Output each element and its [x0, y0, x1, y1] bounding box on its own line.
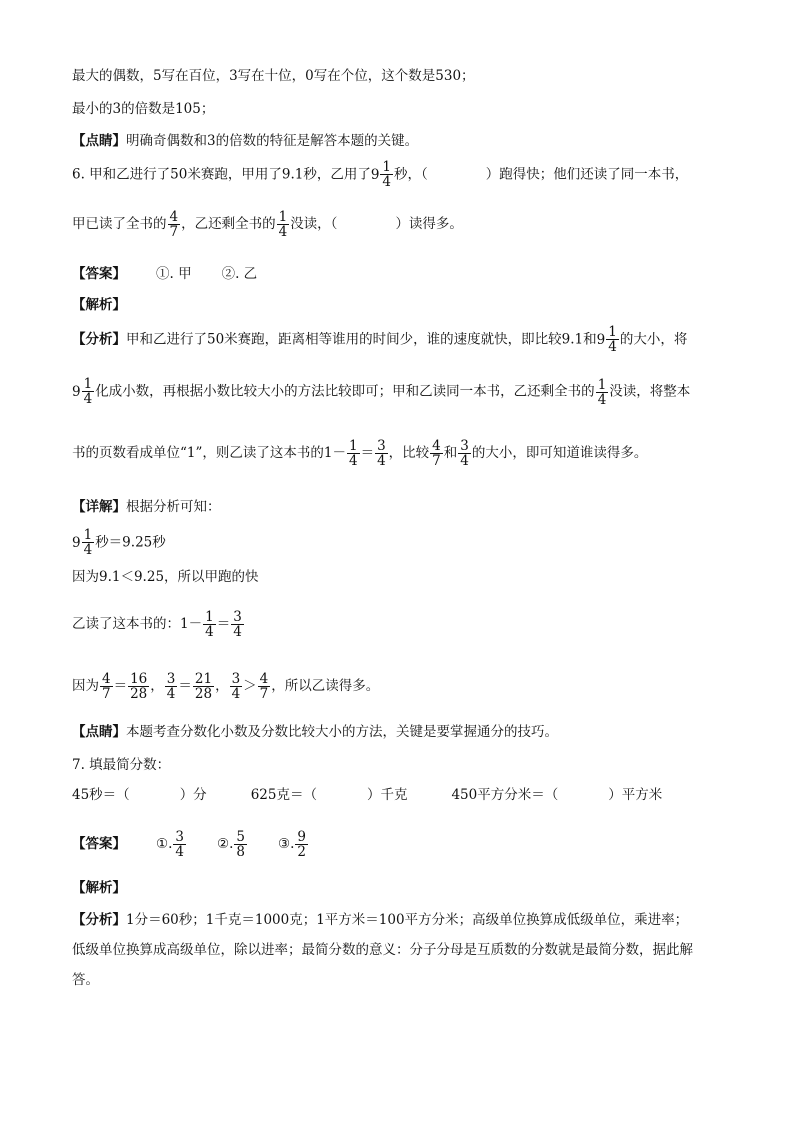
text: 化成小数，再根据小数比较大小的方法比较即可；甲和乙读同一本书，乙还剩全书的: [95, 383, 595, 400]
jiexi-line: [72, 878, 734, 898]
denominator: 7: [169, 224, 179, 241]
analysis-line1: [72, 325, 734, 354]
fraction: [258, 672, 271, 701]
question-7-items: [72, 785, 734, 805]
section-tag: 【解析】: [72, 880, 126, 896]
fraction: [203, 610, 216, 639]
section-tag: 【解析】: [72, 297, 126, 313]
text: 6. 甲和乙进行了50米赛跑，甲用了9.1秒，乙用了: [72, 166, 371, 183]
text: ，乙还剩全书的: [181, 216, 276, 233]
text: 的大小，即可知道谁读得多。: [471, 445, 648, 462]
analysis-7-line2: [72, 940, 734, 960]
fraction: [277, 210, 290, 239]
text: 最大的偶数，5写在百位，3写在十位，0写在个位，这个数是530；: [72, 68, 475, 84]
dianjing-line: [72, 722, 734, 742]
fraction: [100, 672, 113, 701]
denominator: 28: [194, 686, 213, 703]
denominator: 4: [83, 391, 93, 408]
denominator: 4: [608, 339, 617, 356]
text: ，所以乙读得多。: [271, 678, 380, 695]
answer-item: ①. 甲: [156, 266, 192, 282]
numerator: 21: [194, 671, 213, 687]
fraction: [596, 378, 609, 407]
text: 乙读了这本书的：1－: [72, 616, 203, 633]
text: 甲和乙进行了50米赛跑，距离相等谁用的时间少，谁的速度就快，即比较9.1和: [126, 331, 597, 348]
mixed-fraction: [597, 325, 620, 354]
text: 没读，将整本: [609, 383, 691, 400]
whole: 9: [72, 534, 81, 551]
numerator: 3: [460, 438, 469, 454]
numerator: 4: [432, 438, 441, 454]
section-tag: 【分析】: [72, 331, 126, 348]
numerator: 4: [169, 209, 179, 225]
text: 45秒＝（: [72, 787, 130, 803]
text: 因为9.1＜9.25，所以甲跑的快: [72, 569, 259, 585]
text: 明确奇偶数和3的倍数的特征是解答本题的关键。: [126, 133, 419, 149]
denominator: 4: [348, 453, 358, 470]
text: 没读，（: [290, 216, 338, 233]
text: 根据分析可知：: [126, 499, 221, 515]
numerator: 16: [130, 671, 148, 687]
section-tag: 【详解】: [72, 499, 126, 515]
text: ，: [150, 678, 164, 695]
analysis-line2: [72, 377, 734, 407]
numerator: 1: [205, 609, 214, 625]
text: 和: [443, 445, 458, 462]
mixed-fraction: [371, 160, 394, 189]
text: ）跑得快；他们还读了同一本书，: [485, 166, 689, 183]
text: ，: [215, 678, 229, 695]
dianjing-line: [72, 131, 734, 151]
denominator: 4: [175, 844, 184, 861]
denominator: 4: [205, 624, 214, 641]
text: ）分: [179, 787, 207, 803]
text: ）读得多。: [395, 216, 463, 233]
answer-item: ②. 乙: [221, 266, 258, 282]
fraction: [128, 672, 149, 701]
denominator: 7: [102, 686, 111, 703]
text: 的大小，将: [619, 331, 688, 348]
numerator: 1: [348, 438, 358, 454]
answer-mark: ③.: [278, 836, 295, 853]
denominator: 4: [278, 224, 288, 241]
numerator: 3: [166, 671, 176, 687]
answer-6: [72, 264, 734, 284]
section-tag: 【答案】: [72, 836, 126, 853]
detail-line4: [72, 672, 734, 701]
text: 450平方分米＝（: [451, 787, 559, 803]
numerator: 1: [382, 159, 392, 175]
fraction: [375, 439, 388, 468]
numerator: 3: [233, 609, 242, 625]
detail-line2: [72, 567, 734, 587]
mixed-fraction: [72, 528, 95, 557]
text-line: [72, 99, 734, 119]
text-line: [72, 66, 734, 86]
text: 秒，（: [394, 166, 428, 183]
denominator: 4: [377, 453, 386, 470]
mixed-fraction: [72, 377, 95, 406]
text: 甲已读了全书的: [72, 216, 167, 233]
denominator: 7: [432, 453, 441, 470]
text: 秒＝9.25秒: [95, 534, 166, 551]
fraction: [193, 672, 214, 701]
denominator: 4: [166, 686, 176, 703]
numerator: 4: [259, 671, 269, 687]
question-6-line2: [72, 210, 734, 239]
answer-7: [72, 830, 734, 859]
fraction: [165, 672, 178, 701]
section-tag: 【点睛】: [72, 133, 126, 149]
numerator: 3: [231, 671, 241, 687]
fraction: [347, 439, 360, 468]
text: 7. 填最简分数：: [72, 757, 171, 773]
numerator: 1: [83, 527, 93, 543]
denominator: 4: [382, 174, 392, 191]
text: 625克＝（: [250, 787, 317, 803]
fraction: [430, 439, 443, 468]
section-tag: 【点睛】: [72, 724, 126, 740]
denominator: 7: [259, 686, 269, 703]
text: 最小的3的倍数是105；: [72, 101, 215, 117]
denominator: 4: [460, 453, 469, 470]
numerator: 3: [377, 438, 386, 454]
denominator: 2: [297, 844, 306, 861]
denominator: 4: [597, 391, 607, 408]
text: 低级单位换算成高级单位，除以进率；最简分数的意义：分子分母是互质数的分数就是最简分数，据此解: [72, 942, 693, 958]
fraction: [168, 210, 181, 239]
section-tag: 【分析】: [72, 912, 126, 928]
text: ＝: [113, 678, 128, 695]
fraction: [82, 528, 95, 557]
answer-mark: ②.: [217, 836, 234, 853]
numerator: 4: [102, 671, 111, 687]
jiexi-line: [72, 295, 734, 315]
whole: 9: [370, 166, 380, 183]
numerator: 3: [175, 829, 184, 845]
text: ）千克: [366, 787, 408, 803]
fraction: [230, 672, 243, 701]
numerator: 1: [608, 324, 617, 340]
answer-mark: ①.: [156, 836, 173, 853]
text: ＝: [216, 616, 231, 633]
detail-line: [72, 497, 734, 517]
whole: 9: [72, 383, 81, 400]
analysis-line3: [72, 439, 734, 468]
whole: 9: [596, 331, 606, 348]
numerator: 1: [83, 376, 93, 392]
question-6-line1: [72, 160, 734, 189]
denominator: 4: [231, 686, 241, 703]
denominator: 4: [83, 542, 93, 559]
detail-line3: [72, 610, 734, 639]
numerator: 1: [278, 209, 288, 225]
text: 本题考查分数化小数及分数比较大小的方法，关键是要掌握通分的技巧。: [126, 724, 558, 740]
fraction: [234, 830, 247, 859]
text: ，比较: [388, 445, 430, 462]
analysis-7-line3: [72, 970, 734, 990]
text: ）平方米: [608, 787, 663, 803]
text: 1分＝60秒；1千克＝1000克；1平方米＝100平方分米；高级单位换算成低级单位，乘进率；: [126, 912, 689, 928]
section-tag: 【答案】: [72, 266, 126, 282]
analysis-7-line1: [72, 910, 734, 930]
numerator: 1: [597, 376, 607, 393]
text: 答。: [72, 972, 99, 988]
fraction: [173, 830, 186, 859]
fraction: [606, 325, 619, 354]
numerator: 5: [236, 829, 245, 845]
text: 因为: [72, 678, 99, 695]
denominator: 8: [236, 844, 245, 861]
numerator: 9: [297, 829, 306, 845]
text: ＝: [178, 678, 192, 695]
denominator: 28: [130, 686, 148, 703]
fraction: [231, 610, 244, 639]
text: 书的页数看成单位“1”，则乙读了这本书的1－: [72, 445, 346, 462]
text: ＝: [360, 445, 375, 462]
text: ＞: [243, 678, 257, 695]
detail-line1: [72, 528, 734, 557]
fraction: [82, 377, 95, 406]
fraction: [458, 439, 471, 468]
question-7-title: [72, 755, 734, 775]
fraction: [295, 830, 308, 859]
denominator: 4: [233, 624, 242, 641]
fraction: [380, 160, 393, 189]
